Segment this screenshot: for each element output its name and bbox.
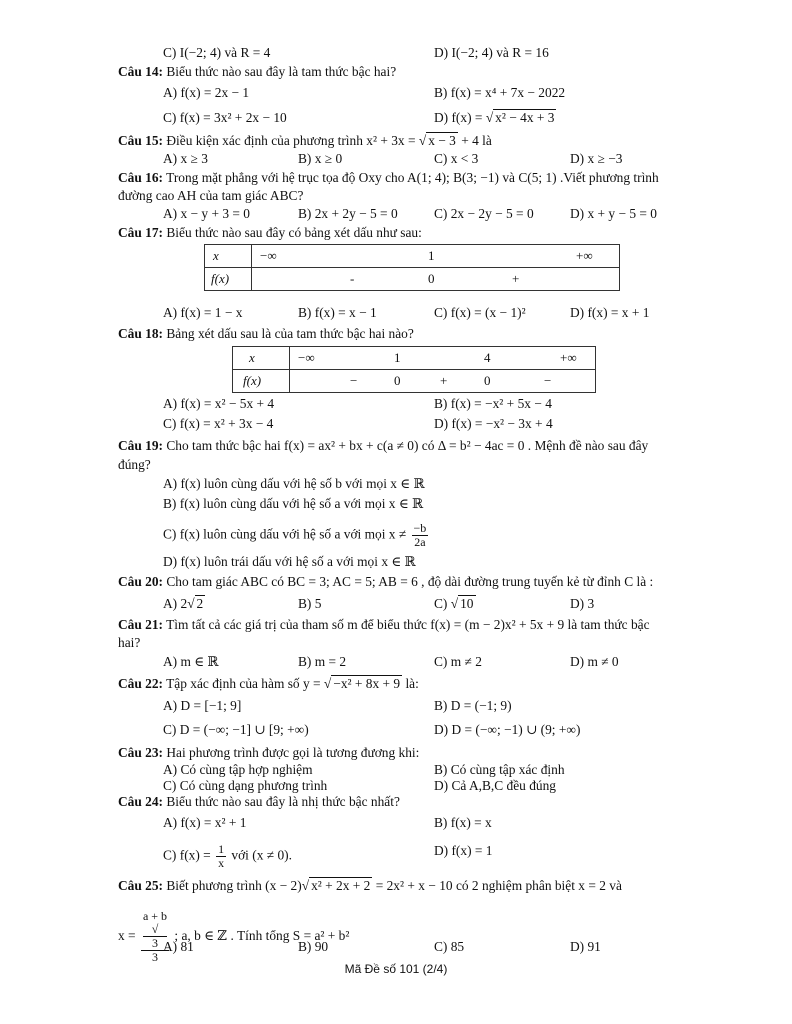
q24-c-prefix: C) f(x) =	[163, 847, 215, 863]
q18-table-four: 4	[484, 350, 491, 365]
q20-option-c: C) √ 10	[434, 596, 474, 611]
q14-option-b: B) f(x) = x⁴ + 7x − 2022	[434, 85, 566, 100]
q17-text: Biểu thức nào sau đây có bảng xét dấu như sau:	[163, 225, 422, 240]
q17-table-neg-inf: −∞	[260, 248, 277, 263]
q24-text: Biểu thức nào sau đây là nhị thức bậc nhất?	[163, 794, 400, 809]
q25-l2-pre: x =	[118, 928, 139, 944]
q24-c-den: x	[218, 856, 225, 870]
q15-option-c: C) x < 3	[434, 151, 479, 166]
q18-table-fx: f(x)	[243, 373, 262, 388]
q25-question-line2	[118, 910, 349, 964]
q22-label: Câu 22:	[118, 676, 164, 691]
q22-text-pre: Tập xác định của hàm số y =	[163, 676, 324, 691]
q21-text: Tìm tất cả các giá trị của tham số m để biểu thức f(x) = (m − 2)x² + 5x + 9 là tam thức bậc	[163, 617, 650, 632]
q20-option-b: B) 5	[298, 596, 322, 611]
q15-text-pre: Điều kiện xác định của phương trình x² + 3x =	[163, 133, 419, 148]
q16-option-c: C) 2x − 2y − 5 = 0	[434, 206, 534, 221]
q21-option-b: B) m = 2	[298, 654, 347, 669]
q18-table-pos-inf: +∞	[560, 350, 577, 365]
q25-option-b: B) 90	[298, 939, 329, 954]
q16-option-d: D) x + y − 5 = 0	[570, 206, 657, 221]
q19-option-a: A) f(x) luôn cùng dấu với hệ số b với mọi x ∈ ℝ	[163, 476, 425, 491]
q18-table-x: x	[249, 350, 255, 365]
q19-c-den: 2a	[414, 535, 426, 549]
q24-option-b: B) f(x) = x	[434, 815, 492, 830]
q20-option-a: A) 2√ 2	[163, 596, 204, 611]
q24-option-a: A) f(x) = x² + 1	[163, 815, 247, 830]
q17-sign-table	[204, 244, 620, 291]
q17-table-fx: f(x)	[211, 271, 230, 286]
q18-option-a: A) f(x) = x² − 5x + 4	[163, 396, 275, 411]
q22-radicand: −x² + 8x + 9	[333, 676, 401, 691]
q25-label: Câu 25:	[118, 878, 164, 893]
q25-option-d: D) 91	[570, 939, 601, 954]
q25-option-c: C) 85	[434, 939, 465, 954]
q23-option-d: D) Cả A,B,C đều đúng	[434, 778, 556, 793]
q17-table-plus: +	[512, 271, 520, 286]
q17-table-zero: 0	[428, 271, 435, 286]
q21-option-d: D) m ≠ 0	[570, 654, 619, 669]
q19-option-d: D) f(x) luôn trái dấu với hệ số a với mọi x ∈ ℝ	[163, 554, 416, 569]
q20-label: Câu 20:	[118, 574, 164, 589]
q19-text: Cho tam thức bậc hai f(x) = ax² + bx + c(a ≠ 0) có Δ = b² − 4ac = 0 . Mệnh đề nào sau đây	[163, 438, 649, 453]
page-footer: Mã Đề số 101 (2/4)	[344, 962, 448, 976]
q21-option-a: A) m ∈ ℝ	[163, 654, 219, 669]
q25-fraction-den: 3	[152, 950, 158, 964]
q18-table-zero2: 0	[484, 373, 491, 388]
q22-option-c: C) D = (−∞; −1] ∪ [9; +∞)	[163, 722, 309, 737]
q17-table-pos-inf: +∞	[576, 248, 593, 263]
q25-l1-pre: Biết phương trình (x − 2)	[163, 878, 302, 893]
q14-text: Biểu thức nào sau đây là tam thức bậc hai?	[163, 64, 397, 79]
q17-option-c: C) f(x) = (x − 1)²	[434, 305, 526, 320]
q19-c-num: −b	[413, 521, 427, 535]
q18-table-minus1: −	[350, 373, 358, 388]
q23-option-b: B) Có cùng tập xác định	[434, 762, 565, 777]
q25-num-radicand: 3	[143, 936, 167, 950]
q17-option-d: D) f(x) = x + 1	[570, 305, 650, 320]
q18-sign-table	[232, 346, 596, 393]
q17-option-b: B) f(x) = x − 1	[298, 305, 377, 320]
q25-num-pre: a + b	[142, 909, 168, 923]
q18-text: Bảng xét dấu sau là của tam thức bậc hai nào?	[163, 326, 414, 341]
q22-question: Câu 22: Tập xác định của hàm số y = √ −x² + 8x + 9 là:	[118, 676, 419, 691]
q23-text: Hai phương trình được gọi là tương đương khi:	[163, 745, 420, 760]
q25-fraction-num: a + b √ 3	[142, 909, 168, 950]
q23-option-a: A) Có cùng tập hợp nghiệm	[163, 762, 313, 777]
q15-option-b: B) x ≥ 0	[298, 151, 343, 166]
q18-option-b: B) f(x) = −x² + 5x − 4	[434, 396, 552, 411]
q17-label: Câu 17:	[118, 225, 164, 240]
q15-option-a: A) x ≥ 3	[163, 151, 208, 166]
q17-option-a: A) f(x) = 1 − x	[163, 305, 243, 320]
q18-option-d: D) f(x) = −x² − 3x + 4	[434, 416, 553, 431]
q15-radicand: x − 3	[428, 133, 456, 148]
q18-option-c: C) f(x) = x² + 3x − 4	[163, 416, 274, 431]
q20-question	[118, 574, 653, 590]
q21-question-line1	[118, 617, 650, 633]
q24-question	[118, 794, 400, 810]
q13-option-c: C) I(−2; 4) và R = 4	[163, 45, 271, 60]
q20-a-prefix: A) 2	[163, 596, 188, 611]
q15-label: Câu 15:	[118, 133, 164, 148]
q21-label: Câu 21:	[118, 617, 164, 632]
q15-text-post: + 4 là	[457, 133, 492, 148]
q18-table-one: 1	[394, 350, 401, 365]
q22-option-b: B) D = (−1; 9)	[434, 698, 512, 713]
q20-c-prefix: C)	[434, 596, 451, 611]
q16-option-b: B) 2x + 2y − 5 = 0	[298, 206, 398, 221]
q14-option-a: A) f(x) = 2x − 1	[163, 85, 250, 100]
q15-question: Câu 15: Điều kiện xác định của phương trình x² + 3x = √ x − 3 + 4 là	[118, 133, 492, 148]
q22-option-d: D) D = (−∞; −1) ∪ (9; +∞)	[434, 722, 581, 737]
q14-question	[118, 64, 396, 80]
q14-d-prefix: D) f(x) =	[434, 110, 486, 125]
q18-table-plus: +	[440, 373, 448, 388]
q17-table-x: x	[213, 248, 219, 263]
q23-option-c: C) Có cùng dạng phương trình	[163, 778, 328, 793]
q24-option-c	[163, 843, 292, 870]
q22-text-post: là:	[402, 676, 419, 691]
q25-l1-post: = 2x² + x − 10 có 2 nghiệm phân biệt x = 2 và	[372, 878, 622, 893]
q24-c-num: 1	[218, 842, 225, 856]
q16-option-a: A) x − y + 3 = 0	[163, 206, 250, 221]
q20-a-radicand: 2	[196, 596, 204, 611]
q16-label: Câu 16:	[118, 170, 164, 185]
q25-option-a: A) 81	[163, 939, 194, 954]
q19-question-line1	[118, 438, 648, 454]
q22-option-a: A) D = [−1; 9]	[163, 698, 242, 713]
q19-c-text: C) f(x) luôn cùng dấu với hệ số a với mọi x ≠	[163, 526, 410, 542]
q18-table-neg-inf: −∞	[298, 350, 315, 365]
q24-c-suffix: với (x ≠ 0).	[228, 847, 292, 863]
q14-label: Câu 14:	[118, 64, 164, 79]
q19-label: Câu 19:	[118, 438, 164, 453]
q24-c-fraction	[216, 843, 226, 870]
q16-text: Trong mặt phẳng với hệ trục tọa độ Oxy cho A(1; 4); B(3; −1) và C(5; 1) .Viết phương trình	[163, 170, 659, 185]
q20-option-d: D) 3	[570, 596, 595, 611]
q14-d-radicand: x² − 4x + 3	[495, 110, 555, 125]
q18-table-minus2: −	[544, 373, 552, 388]
q25-fraction	[141, 910, 169, 964]
q14-option-d: D) f(x) = √ x² − 4x + 3	[434, 110, 555, 125]
q21-question-line2: hai?	[118, 635, 141, 650]
q18-table-zero1: 0	[394, 373, 401, 388]
q19-option-b: B) f(x) luôn cùng dấu với hệ số a với mọi x ∈ ℝ	[163, 496, 424, 511]
q20-text: Cho tam giác ABC có BC = 3; AC = 5; AB = 6 , độ dài đường trung tuyến kẻ từ đỉnh C là :	[163, 574, 654, 589]
q23-question	[118, 745, 419, 761]
q25-question-line1: Câu 25: Biết phương trình (x − 2)√ x² + 2x + 2 = 2x² + x − 10 có 2 nghiệm phân biệt x = 2 và	[118, 878, 622, 893]
q16-question-line1	[118, 170, 659, 186]
q15-option-d: D) x ≥ −3	[570, 151, 623, 166]
q25-l2-post: ; a, b ∈ ℤ . Tính tổng S = a² + b²	[171, 928, 350, 944]
q25-l1-radicand: x² + 2x + 2	[311, 878, 371, 893]
q23-label: Câu 23:	[118, 745, 164, 760]
q17-question	[118, 225, 422, 241]
q19-c-fraction	[412, 522, 429, 549]
q20-c-radicand: 10	[460, 596, 474, 611]
q19-question-line2: đúng?	[118, 457, 151, 472]
q16-question-line2: đường cao AH của tam giác ABC?	[118, 188, 304, 203]
q24-option-d: D) f(x) = 1	[434, 843, 493, 858]
q14-option-c: C) f(x) = 3x² + 2x − 10	[163, 110, 287, 125]
q13-option-d: D) I(−2; 4) và R = 16	[434, 45, 549, 60]
q17-table-one: 1	[428, 248, 435, 263]
q18-question	[118, 326, 414, 342]
q17-table-minus: -	[350, 271, 355, 286]
q18-label: Câu 18:	[118, 326, 164, 341]
q21-option-c: C) m ≠ 2	[434, 654, 482, 669]
q19-option-c	[163, 522, 430, 549]
q24-label: Câu 24:	[118, 794, 164, 809]
